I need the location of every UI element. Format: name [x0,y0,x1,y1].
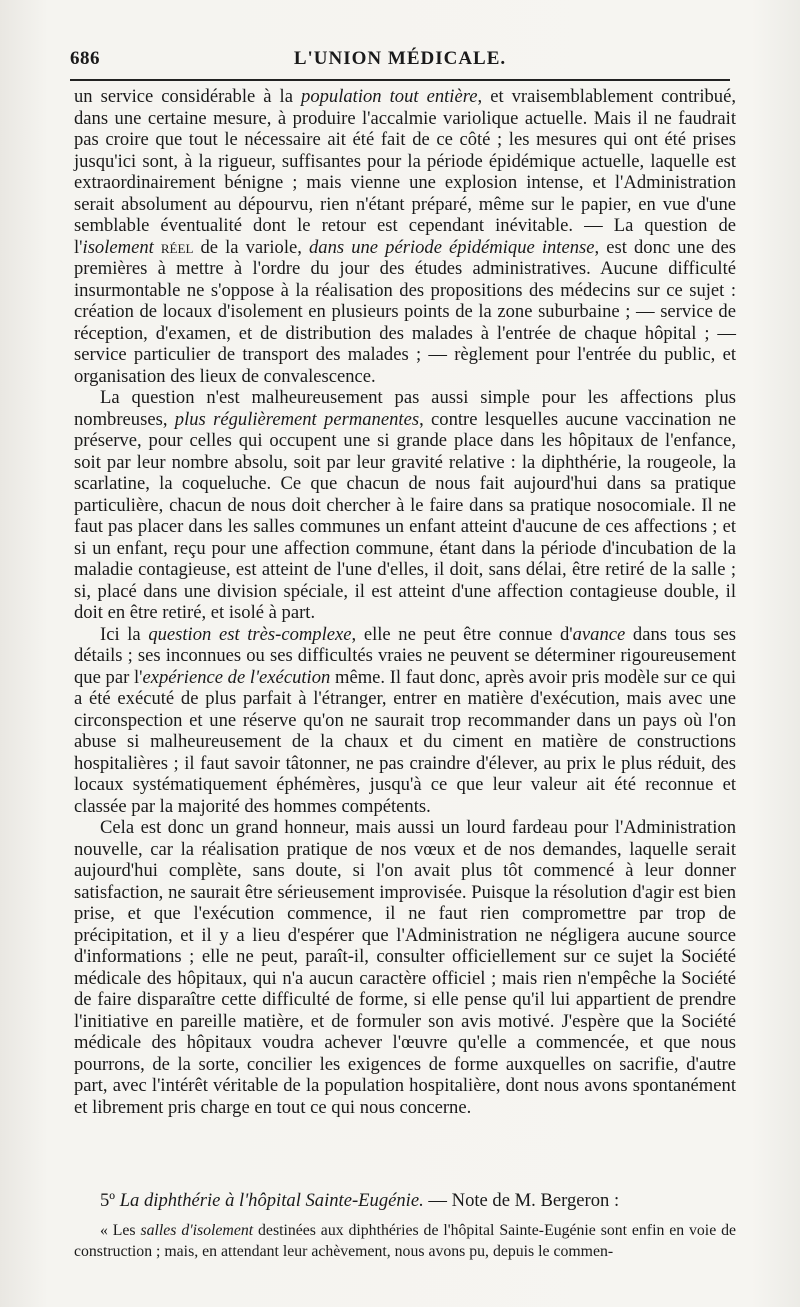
text-run: , contre lesquelles aucune vaccination ne préserve, pour celles qui occupent une si grande place dans les hôpitaux de l'enfance, soit par leur nombre absolu, soit par leur gravité relative : la diphthérie, la rougeole, la scarlatine, la coqueluche. Ce que chacun de nous fait aujourd'hui dans sa pratique particulière, chacun de nous doit chercher à le faire dans sa pratique nosocomiale. Il ne faut pas placer dans les salles communes un enfant atteint d'aucune de ces affections ; et si un enfant, reçu pour une affection commune, étant dans la période d'incubation de la maladie contagieuse, est atteint de l'une d'elles, il doit, sans délai, être retiré de la salle ; si, placé dans une division spéciale, il est atteint d'une affection contagieuse double, il doit en être retiré, et isolé à part. [74,408,736,623]
italic-text: dans une période épidémique intense [309,236,595,258]
italic-text: isolement [82,236,154,258]
paragraph [74,624,736,818]
text-run: destinées aux diphthéries de l'hôpital Sainte-Eugénie sont enfin en voie de construction ; mais, en attendant leur achèvement, nous avons pu, depuis le commen- [74,1222,736,1260]
section-title-rest: — Note de M. Bergeron : [423,1190,620,1211]
section-title: La diphthérie à l'hôpital Sainte-Eugénie. [119,1190,424,1211]
text-run [154,237,161,258]
text-run: , et vraisemblablement contribué, dans une certaine mesure, à produire l'accalmie variolique actuelle. Mais il ne faudrait pas croire que tout le nécessaire ait été fait de ce côté ; les mesures qui ont été prises jusqu'ici sont, à la rigueur, suffisantes pour la période épidémique actuelle, laquelle est extraordinairement bénigne ; mais vienne une explosion intense, et l'Administration serait absolument au dépourvu, rien n'étant préparé, même sur le papier, en vue d'une semblable éventualité dont le retour est cependant inévitable. — La question de l' [74,86,736,258]
text-run: La question n'est malheureusement pas aussi simple pour les affections plus nombreuses, [74,387,736,430]
paragraph [74,86,736,387]
section-number: 5º [100,1190,116,1211]
italic-text: population tout entière [301,86,478,107]
text-run: Cela est donc un grand honneur, mais aussi un lourd fardeau pour l'Administration nouvelle, car la réalisation pratique de nos vœux et de nos demandes, laquelle serait aujourd'hui complète, sans doute, si l'on avait plus tôt commencé à leur donner satisfaction, ne saurait être sérieusement improvisée. Puisque la résolution d'agir est bien prise, et que l'exécution commence, il ne faut rien compromettre par trop de précipitation, et il y a lieu d'espérer que l'Administration ne négligera aucune source d'informations ; elle ne peut, paraît-il, consulter officiellement sur ce sujet la Société médicale des hôpitaux, qui n'a aucun caractère officiel ; mais rien n'empêche la Société de faire disparaître cette difficulté de forme, si elle pense qu'il lui appartient de prendre l'initiative en pareille matière, et de formuler son avis motivé. J'espère que la Société médicale des hôpitaux voudra achever l'œuvre qu'elle a commencée, et que nous pourrons, de la sorte, concilier les exigences de forme auxquelles on sacrifie, d'autre part, avec l'intérêt véritable de la population hospitalière, dont nous avons spontanément et librement pris charge en tout ce qui nous concerne. [74,817,736,1118]
quoted-note [74,1220,736,1262]
text-run: , est donc une des premières à mettre à l'ordre du jour des études administratives. Aucune difficulté insurmontable ne s'oppose à la réalisation des propositions des médecins sur ce sujet : création de locaux d'isolement en plusieurs points de la zone suburbaine ; — service de réception, d'examen, et de distribution des malades à l'entrée de chaque hôpital ; — service particulier de transport des malades ; — règlement pour l'entrée du public, et organisation des lieux de convalescence. [74,236,736,387]
text-run: dans tous ses détails ; ses inconnues ou ses difficultés vraies ne peuvent se déterminer rigoureusement que par l' [74,623,736,688]
header-rule [70,79,730,81]
text-run: de la variole, [193,236,309,258]
italic-text: avance [572,623,626,645]
italic-text: expérience de l'exécution [142,666,331,688]
text-run: un service considérable à la [74,86,302,107]
text-run: , elle ne peut être connue d' [351,623,573,645]
italic-text: plus régulièrement permanentes [174,408,420,430]
text-run: Ici la [100,623,149,645]
body-text [74,86,736,1118]
running-title: L'UNION MÉDICALE. [293,48,507,69]
text-run: « Les [100,1222,141,1239]
page-number: 686 [70,48,100,69]
paragraph [74,817,736,1118]
page-header [70,44,730,74]
italic-text: question est très-complexe [148,623,352,645]
text-run: même. Il faut donc, après avoir pris modèle sur ce qui a été exécuté de plus parfait à l'étranger, entrer en matière d'exécution, mais avec une circonspection et une réserve qu'on ne saurait trop recommander dans un pays où l'on abuse si malheureusement de la chaux et du ciment en matière de constructions hospitalières ; il faut savoir tâtonner, ne pas craindre d'élever, au prix le plus réduit, des locaux systématiquement éphémères, jusqu'à ce que leur valeur ait été reconnue et classée par la majorité des hommes compétents. [74,666,736,817]
italic-text: salles d'isolement [140,1222,254,1239]
small-caps-text: réel [160,236,194,258]
paragraph [74,387,736,624]
section-heading [74,1190,736,1212]
